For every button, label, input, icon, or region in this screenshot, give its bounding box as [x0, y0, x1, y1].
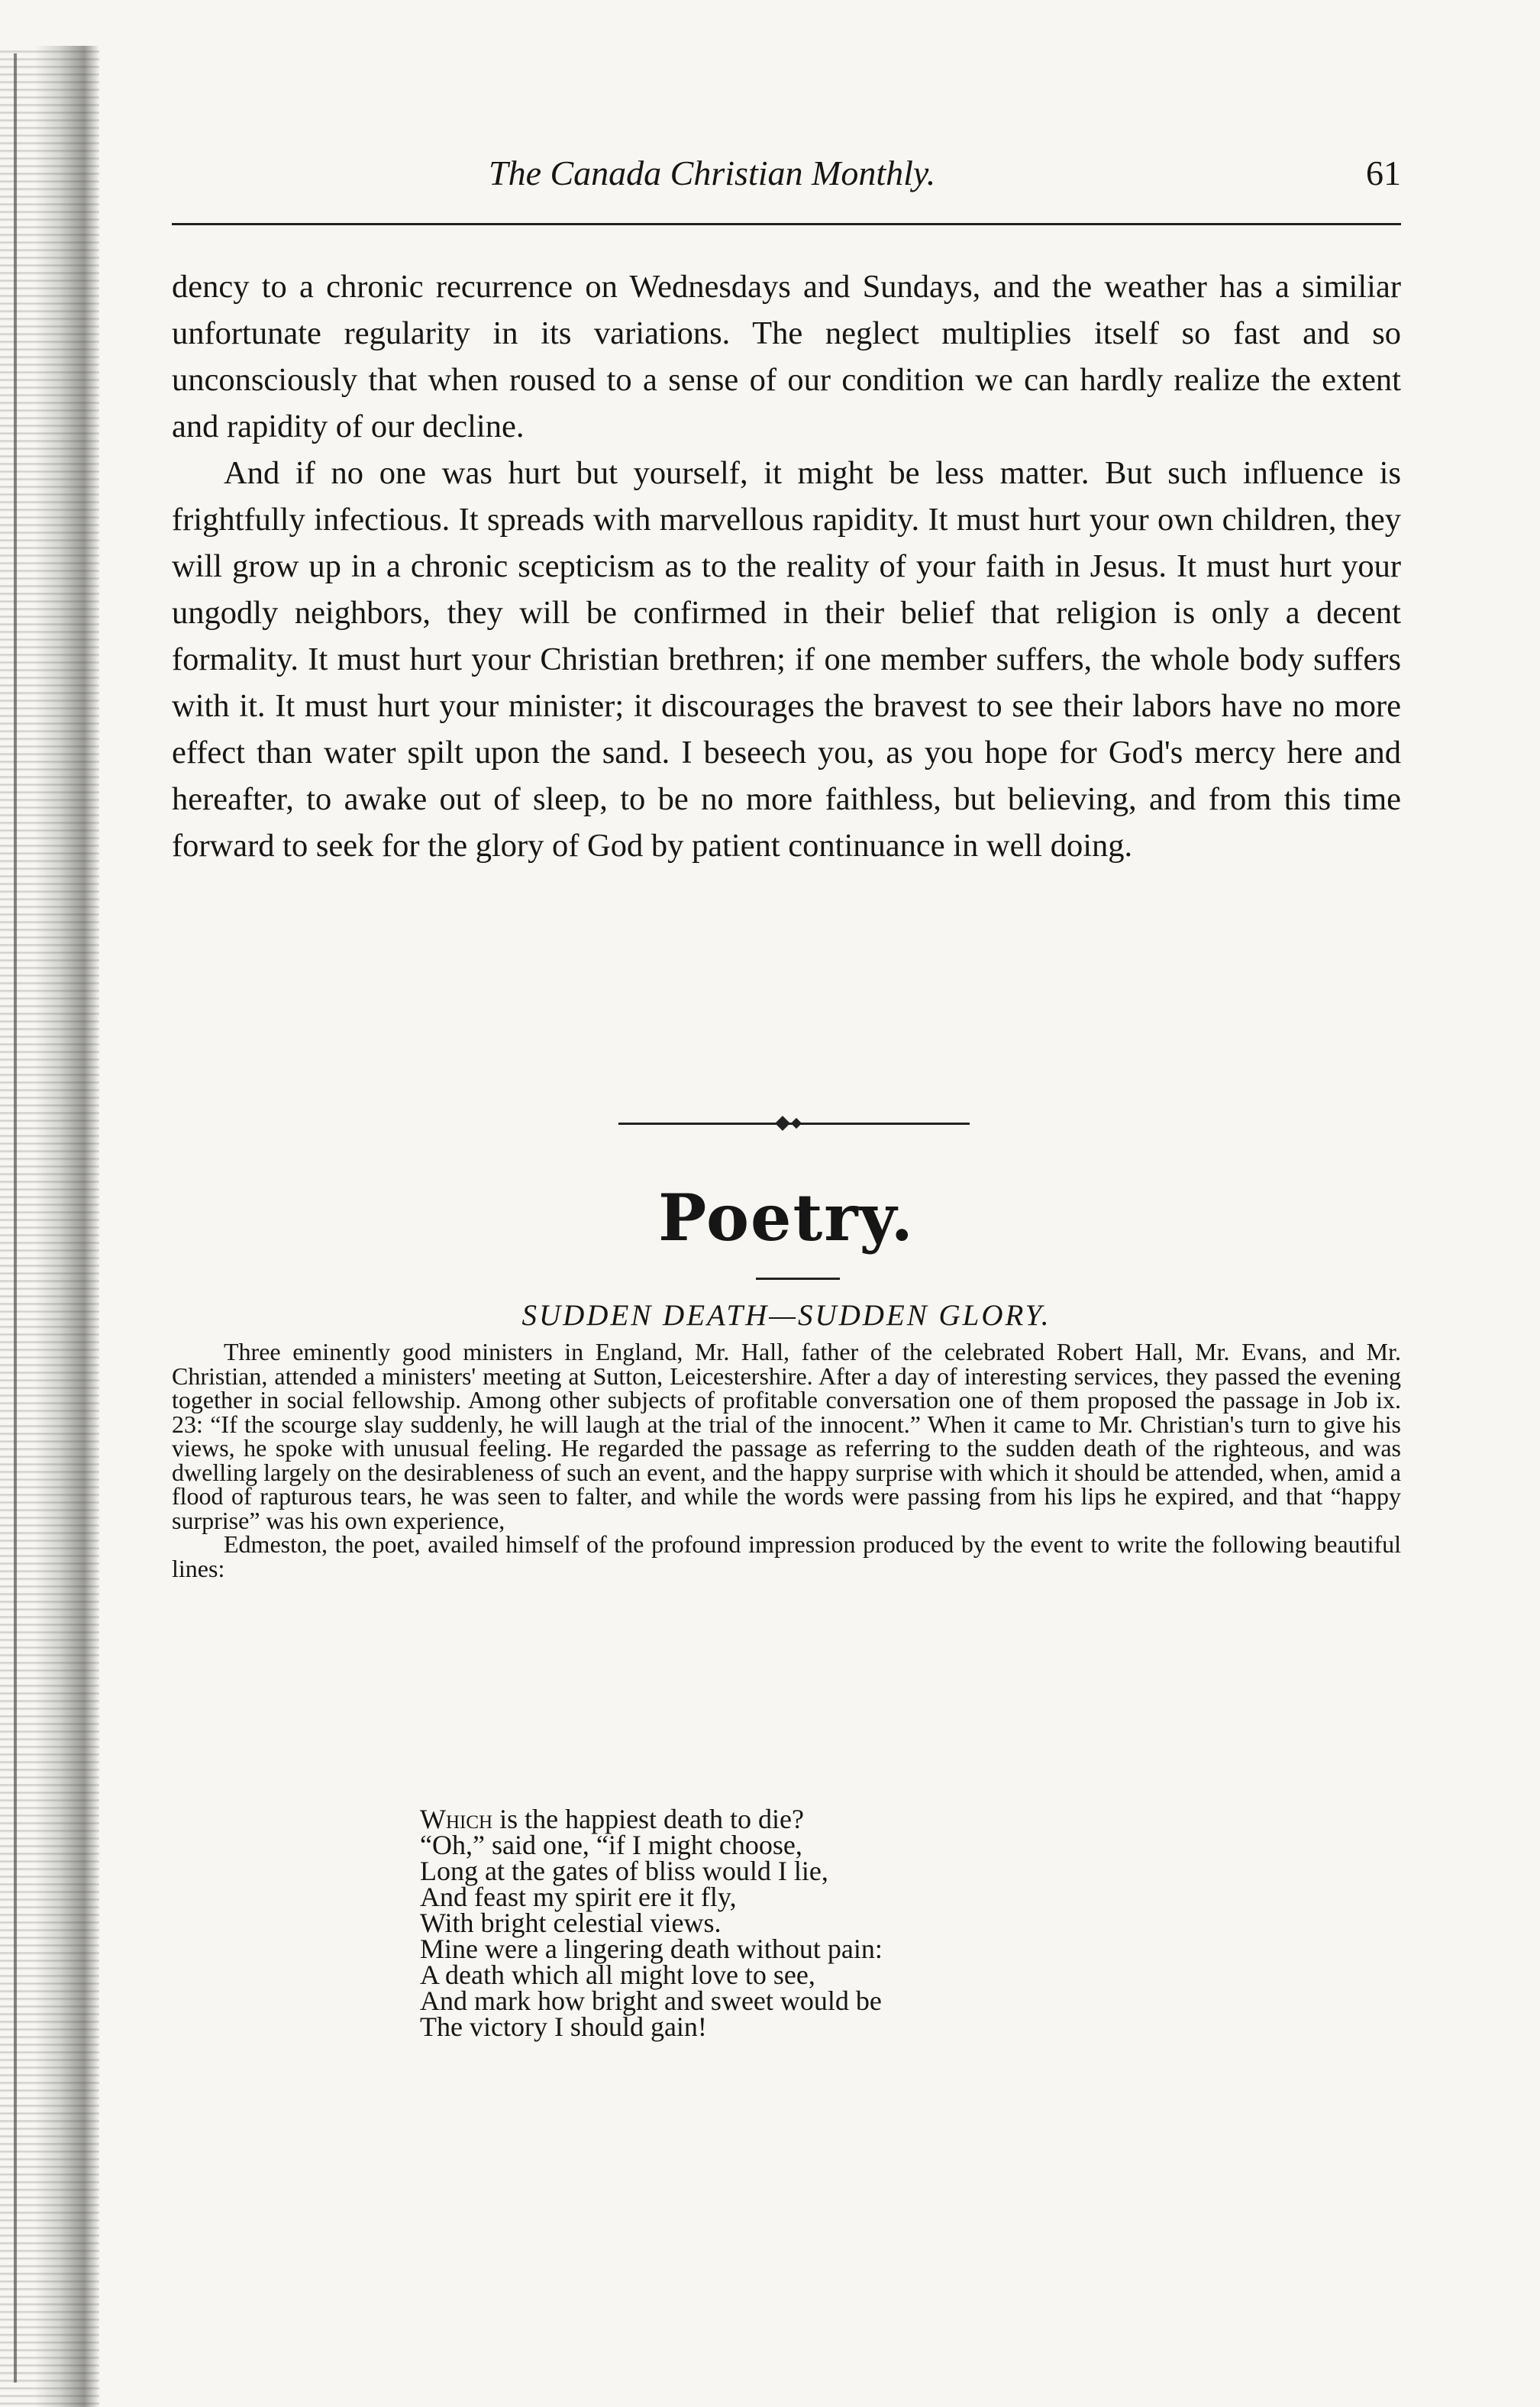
- verse-line-4: And feast my spirit ere it fly,: [420, 1882, 737, 1912]
- poem-title: SUDDEN DEATH—SUDDEN GLORY.: [521, 1299, 1051, 1332]
- poetry-section-heading: Poetry.: [658, 1180, 915, 1255]
- page-number: 61: [1366, 153, 1401, 192]
- intro-paragraph-1: Three eminently good ministers in England, Mr. Hall, father of the celebrated Robert Hall, Mr. Evans, and Mr. Christian, attended a ministers' meeting at Sutton, Leicestershire. After a day of interesting services, they passed the evening together in social fellowship. Among other subjects of profitable conversation one of them proposed the passage in Job ix. 23: “If the scourge slay suddenly, he will laugh at the trial of the innocent.” When it came to Mr. Christian's turn to give his views, he spoke with unusual feeling. He regarded the passage as referring to the sudden death of the righteous, and was dwelling largely on the desirableness of such an event, and the happy surprise with which it should be attended, when, amid a flood of rapturous tears, he was seen to falter, and while the words were passing from his lips he expired, and that “happy surprise” was his own experience,: [172, 1338, 1401, 1534]
- page: [172, 0, 1401, 2407]
- poem-introduction: [172, 1340, 1401, 1581]
- journal-title: The Canada Christian Monthly.: [489, 153, 936, 192]
- verse-line-8: And mark how bright and sweet would be: [420, 1985, 882, 2016]
- verse-line: [420, 1806, 1107, 1832]
- paragraph-2: And if no one was hurt but yourself, it might be less matter. But such influence is frightfully infectious. It spreads with marvellous rapidity. It must hurt your own children, they will grow up in a chronic scepticism as to the reality of your faith in Jesus. It must hurt your ungodly neighbors, they will be confirmed in their belief that religion is only a decent formality. It must hurt your Christian brethren; if one member suffers, the whole body suffers with it. It must hurt your minister; it discourages the bravest to see their labors have no more effect than water spilt upon the sand. I beseech you, as you hope for God's mercy here and hereafter, to awake out of sleep, to be no more faithless, but believing, and from this time forward to seek for the glory of God by patient continuance in well doing.: [172, 455, 1401, 864]
- running-header: [172, 153, 1401, 206]
- poem-verse: [420, 1806, 1107, 2040]
- verse-first-word: Which: [420, 1804, 493, 1834]
- verse-line-5: With bright celestial views.: [420, 1908, 722, 1938]
- section-divider: [618, 1118, 970, 1129]
- verse-line-3: Long at the gates of bliss would I lie,: [420, 1856, 828, 1886]
- divider-ornament-small: [791, 1118, 802, 1129]
- binding-shadow: [14, 53, 17, 2383]
- intro-paragraph-2: Edmeston, the poet, availed himself of the profound impression produced by the event to write the following beautiful lines:: [172, 1530, 1401, 1582]
- heading-rule: [756, 1278, 840, 1280]
- article-continuation: [172, 263, 1401, 869]
- verse-line-9: The victory I should gain!: [420, 2011, 707, 2042]
- verse-line-7: A death which all might love to see,: [420, 1960, 815, 1990]
- verse-line-1: is the happiest death to die?: [492, 1804, 804, 1834]
- paragraph-1: dency to a chronic recurrence on Wednesdays and Sundays, and the weather has a similiar unfortunate regularity in its variations. The neglect multiplies itself so fast and so unconsciously that when roused to a sense of our condition we can hardly realize the extent and rapidity of our decline.: [172, 269, 1401, 444]
- verse-line-2: “Oh,” said one, “if I might choose,: [420, 1830, 802, 1860]
- verse-line-6: Mine were a lingering death without pain:: [420, 1934, 883, 1964]
- header-rule: [172, 223, 1401, 225]
- divider-ornament: [775, 1116, 790, 1131]
